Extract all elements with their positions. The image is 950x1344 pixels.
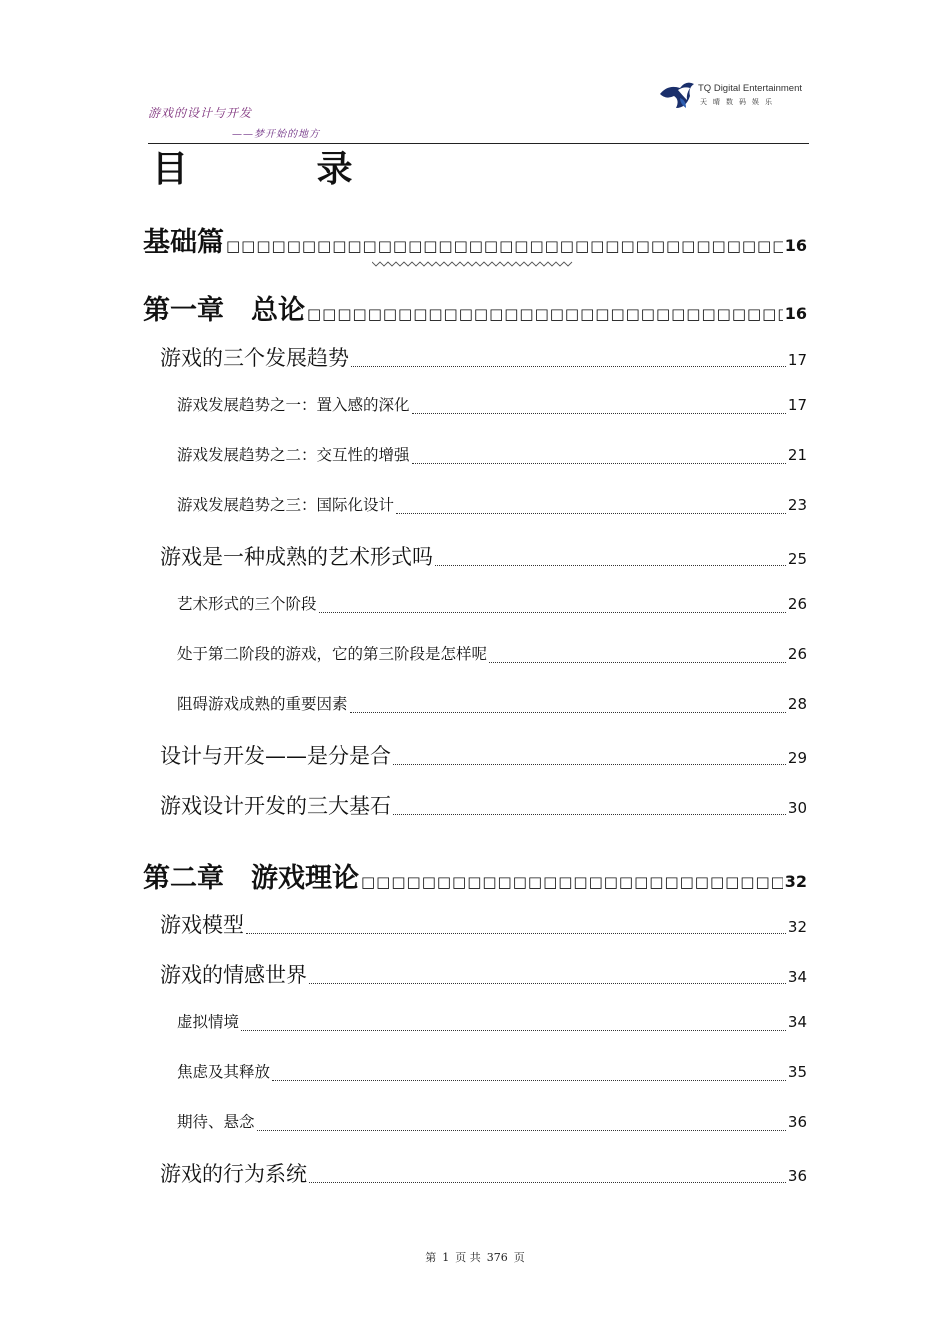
footer-mid: 页 共 bbox=[455, 1251, 481, 1264]
footer-suffix: 页 bbox=[513, 1251, 525, 1264]
toc-page-number: 17 bbox=[787, 351, 807, 369]
toc-leader bbox=[393, 814, 786, 815]
toc-subsection-label: 游戏发展趋势之一：置入感的深化 bbox=[177, 396, 410, 414]
toc-subsection[interactable] bbox=[177, 692, 807, 718]
toc-subsection-label: 艺术形式的三个阶段 bbox=[177, 595, 317, 613]
toc-page-number: 21 bbox=[787, 446, 807, 464]
toc-section-label: 游戏是一种成熟的艺术形式吗 bbox=[160, 545, 433, 569]
toc-page-number: 29 bbox=[787, 749, 807, 767]
toc-subsection[interactable] bbox=[177, 1110, 807, 1136]
toc-page-number: 16 bbox=[784, 236, 807, 255]
toc-page-number: 17 bbox=[787, 396, 807, 414]
toc-leader bbox=[489, 662, 786, 663]
toc-leader bbox=[307, 305, 783, 323]
toc-section[interactable] bbox=[160, 740, 807, 770]
toc-leader bbox=[396, 513, 786, 514]
toc-page-number: 35 bbox=[787, 1063, 807, 1081]
toc-leader bbox=[309, 983, 786, 984]
toc-subsection-label: 焦虑及其释放 bbox=[177, 1063, 271, 1081]
toc-leader bbox=[412, 413, 786, 414]
toc-leader bbox=[246, 933, 786, 934]
toc-section[interactable] bbox=[160, 342, 807, 372]
toc-subsection-label: 阻碍游戏成熟的重要因素 bbox=[177, 695, 348, 713]
toc-page-number: 36 bbox=[787, 1113, 807, 1131]
toc-leader bbox=[350, 712, 786, 713]
toc-page-number: 23 bbox=[787, 496, 807, 514]
toc-page-number: 34 bbox=[787, 968, 807, 986]
page-title: 目 录 bbox=[152, 148, 411, 190]
toc-section[interactable] bbox=[160, 909, 807, 939]
toc-page-number: 36 bbox=[787, 1167, 807, 1185]
page-footer bbox=[0, 1249, 950, 1265]
toc-page-number: 25 bbox=[787, 550, 807, 568]
toc-page-number: 32 bbox=[784, 872, 807, 891]
toc-chapter-label: 第一章 总论 bbox=[143, 295, 305, 326]
toc-leader bbox=[435, 565, 786, 566]
toc-section-label: 游戏的行为系统 bbox=[160, 1162, 307, 1186]
toc-page-number: 26 bbox=[787, 595, 807, 613]
toc-subsection-label: 游戏发展趋势之二：交互性的增强 bbox=[177, 446, 410, 464]
toc-page-number: 32 bbox=[787, 918, 807, 936]
header-book-title: 游戏的设计与开发 bbox=[148, 106, 253, 120]
toc-leader bbox=[257, 1130, 786, 1131]
logo-english-text: TQ Digital Entertainment bbox=[698, 83, 803, 94]
toc-subsection[interactable] bbox=[177, 1010, 807, 1036]
toc-section[interactable] bbox=[160, 541, 807, 571]
decorative-squiggle bbox=[372, 260, 576, 268]
toc-page-number: 28 bbox=[787, 695, 807, 713]
toc-leader bbox=[309, 1182, 786, 1183]
toc-subsection[interactable] bbox=[177, 493, 807, 519]
toc-subsection-label: 期待、悬念 bbox=[177, 1113, 255, 1131]
toc-section-label: 游戏的情感世界 bbox=[160, 963, 307, 987]
toc-leader bbox=[412, 463, 786, 464]
toc-leader bbox=[241, 1030, 786, 1031]
footer-prefix: 第 bbox=[425, 1251, 437, 1264]
footer-current-page: 1 bbox=[442, 1251, 450, 1264]
toc-page-number: 16 bbox=[784, 304, 807, 323]
toc-page-number: 30 bbox=[787, 799, 807, 817]
toc-subsection-label: 游戏发展趋势之三：国际化设计 bbox=[177, 496, 395, 514]
toc-section[interactable] bbox=[160, 1158, 807, 1188]
toc-part-basics[interactable] bbox=[143, 220, 807, 256]
toc-subsection[interactable] bbox=[177, 1060, 807, 1086]
toc-subsection[interactable] bbox=[177, 642, 807, 668]
toc-page-number: 34 bbox=[787, 1013, 807, 1031]
toc-section-label: 游戏的三个发展趋势 bbox=[160, 346, 349, 370]
toc-page-number: 26 bbox=[787, 645, 807, 663]
toc-section-label: 设计与开发——是分是合 bbox=[160, 744, 391, 768]
toc-leader bbox=[361, 873, 783, 891]
toc-part-label: 基础篇 bbox=[143, 227, 224, 258]
toc-leader bbox=[272, 1080, 786, 1081]
toc-section-label: 游戏设计开发的三大基石 bbox=[160, 794, 391, 818]
toc-section[interactable] bbox=[160, 790, 807, 820]
logo-chinese-text: 天晴数码娱乐 bbox=[700, 98, 778, 106]
toc-chapter-1[interactable] bbox=[143, 288, 807, 324]
toc-section-label: 游戏模型 bbox=[160, 913, 244, 937]
toc-subsection[interactable] bbox=[177, 592, 807, 618]
toc-leader bbox=[351, 366, 786, 367]
toc-chapter-2[interactable] bbox=[143, 856, 807, 892]
toc-leader bbox=[393, 764, 786, 765]
toc-subsection[interactable] bbox=[177, 443, 807, 469]
toc-section[interactable] bbox=[160, 959, 807, 989]
header-subtitle: ——梦开始的地方 bbox=[232, 129, 320, 140]
toc-chapter-label: 第二章 游戏理论 bbox=[143, 863, 359, 894]
toc-subsection[interactable] bbox=[177, 393, 807, 419]
toc-subsection-label: 处于第二阶段的游戏，它的第三阶段是怎样呢 bbox=[177, 645, 488, 663]
toc-leader bbox=[319, 612, 786, 613]
toc-subsection-label: 虚拟情境 bbox=[177, 1013, 240, 1031]
toc-leader bbox=[226, 237, 783, 255]
footer-total-pages: 376 bbox=[486, 1251, 508, 1264]
